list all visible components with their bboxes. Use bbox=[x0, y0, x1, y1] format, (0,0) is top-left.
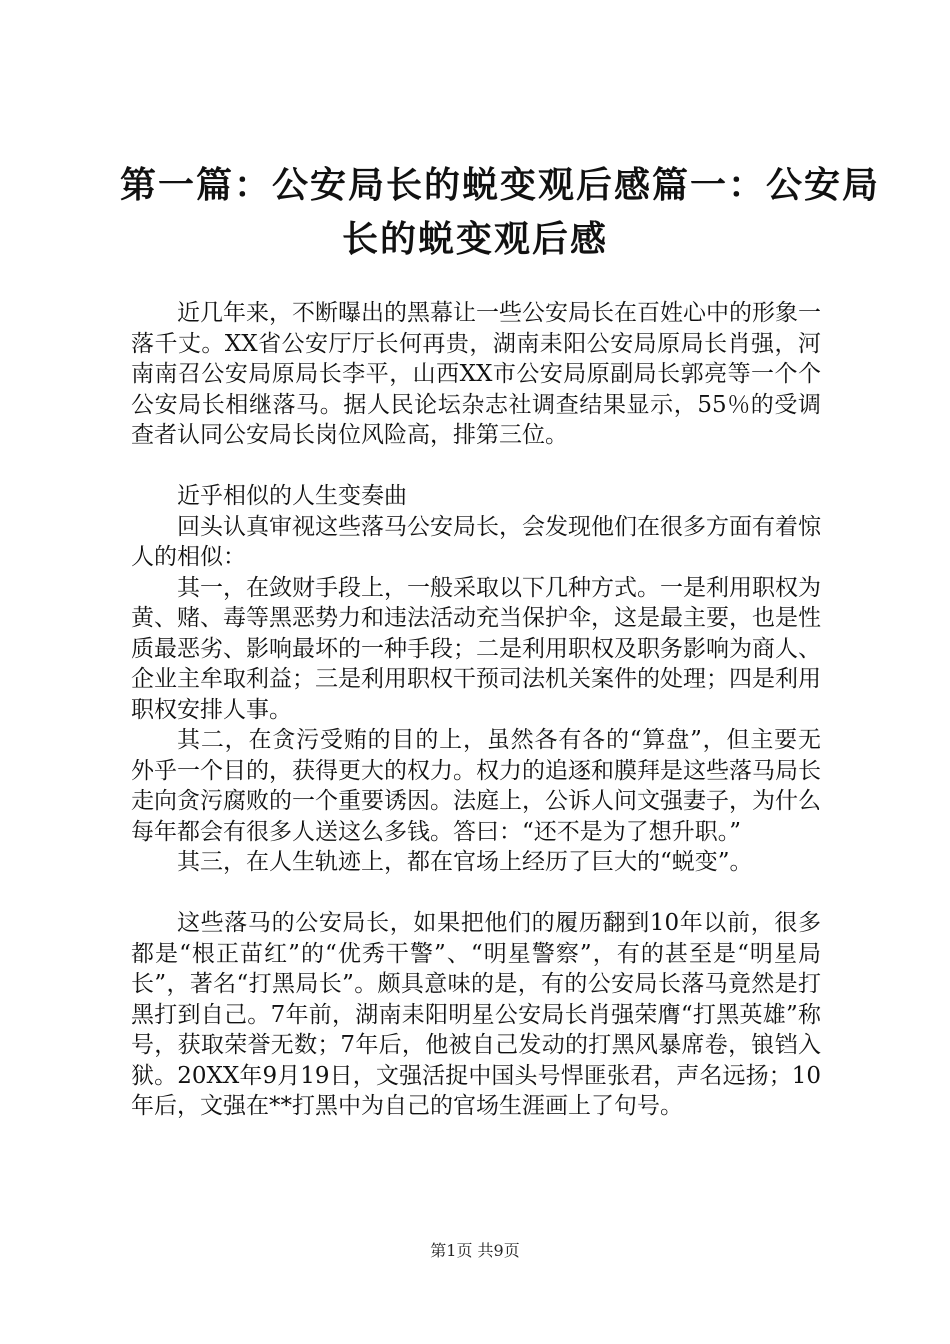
paragraph-review: 回头认真审视这些落马公安局长，会发现他们在很多方面有着惊人的相似： bbox=[131, 513, 821, 570]
section-heading: 近乎相似的人生变奏曲 bbox=[177, 483, 407, 509]
paragraph-point-three: 其三，在人生轨迹上，都在官场上经历了巨大的“蜕变”。 bbox=[177, 849, 753, 875]
title-line-1: 第一篇：公安局长的蜕变观后感篇一：公安局 bbox=[120, 164, 881, 206]
document-title bbox=[120, 158, 881, 266]
page-footer: 第1页 共9页 bbox=[430, 1241, 520, 1260]
paragraph-point-one: 其一，在敛财手段上，一般采取以下几种方式。一是利用职权为黄、赌、毒等黑恶势力和违法活动充当保护伞，这是最主要，也是性质最恶劣、影响最坏的一种手段；二是利用职权及职务影响为商人、企业主牟取利益；三是利用职权干预司法机关案件的处理；四是利用职权安排人事。 bbox=[131, 574, 821, 723]
paragraph-intro: 近几年来，不断曝出的黑幕让一些公安局长在百姓心中的形象一落千丈。XX省公安厅厅长何再贵，湖南耒阳公安局原局长肖强，河南南召公安局原局长李平，山西XX市公安局原副局长郭亮等一个个公安局长相继落马。据人民论坛杂志社调查结果显示，55％的受调查者认同公安局长岗位风险高，排第三位。 bbox=[131, 300, 821, 448]
paragraph-history: 这些落马的公安局长，如果把他们的履历翻到10年以前，很多都是“根正苗红”的“优秀干警”、“明星警察”，有的甚至是“明星局长”，著名“打黑局长”。颇具意味的是，有的公安局长落马竟然是打黑打到自己。7年前，湖南耒阳明星公安局长肖强荣膺“打黑英雄”称号，获取荣誉无数；7年后，他被自己发动的打黑风暴席卷，锒铛入狱。20XX年9月19日，文强活捉中国头号悍匪张君，声名远扬；10年后，文强在**打黑中为自己的官场生涯画上了句号。 bbox=[131, 910, 821, 1119]
paragraph-point-two: 其二，在贪污受贿的目的上，虽然各有各的“算盘”，但主要无外乎一个目的，获得更大的权力。权力的追逐和膜拜是这些落马局长走向贪污腐败的一个重要诱因。法庭上，公诉人问文强妻子，为什么每年都会有很多人送这么多钱。答曰：“还不是为了想升职。” bbox=[131, 727, 821, 845]
document-body bbox=[131, 298, 821, 1122]
title-line-2: 长的蜕变观后感 bbox=[341, 218, 608, 260]
